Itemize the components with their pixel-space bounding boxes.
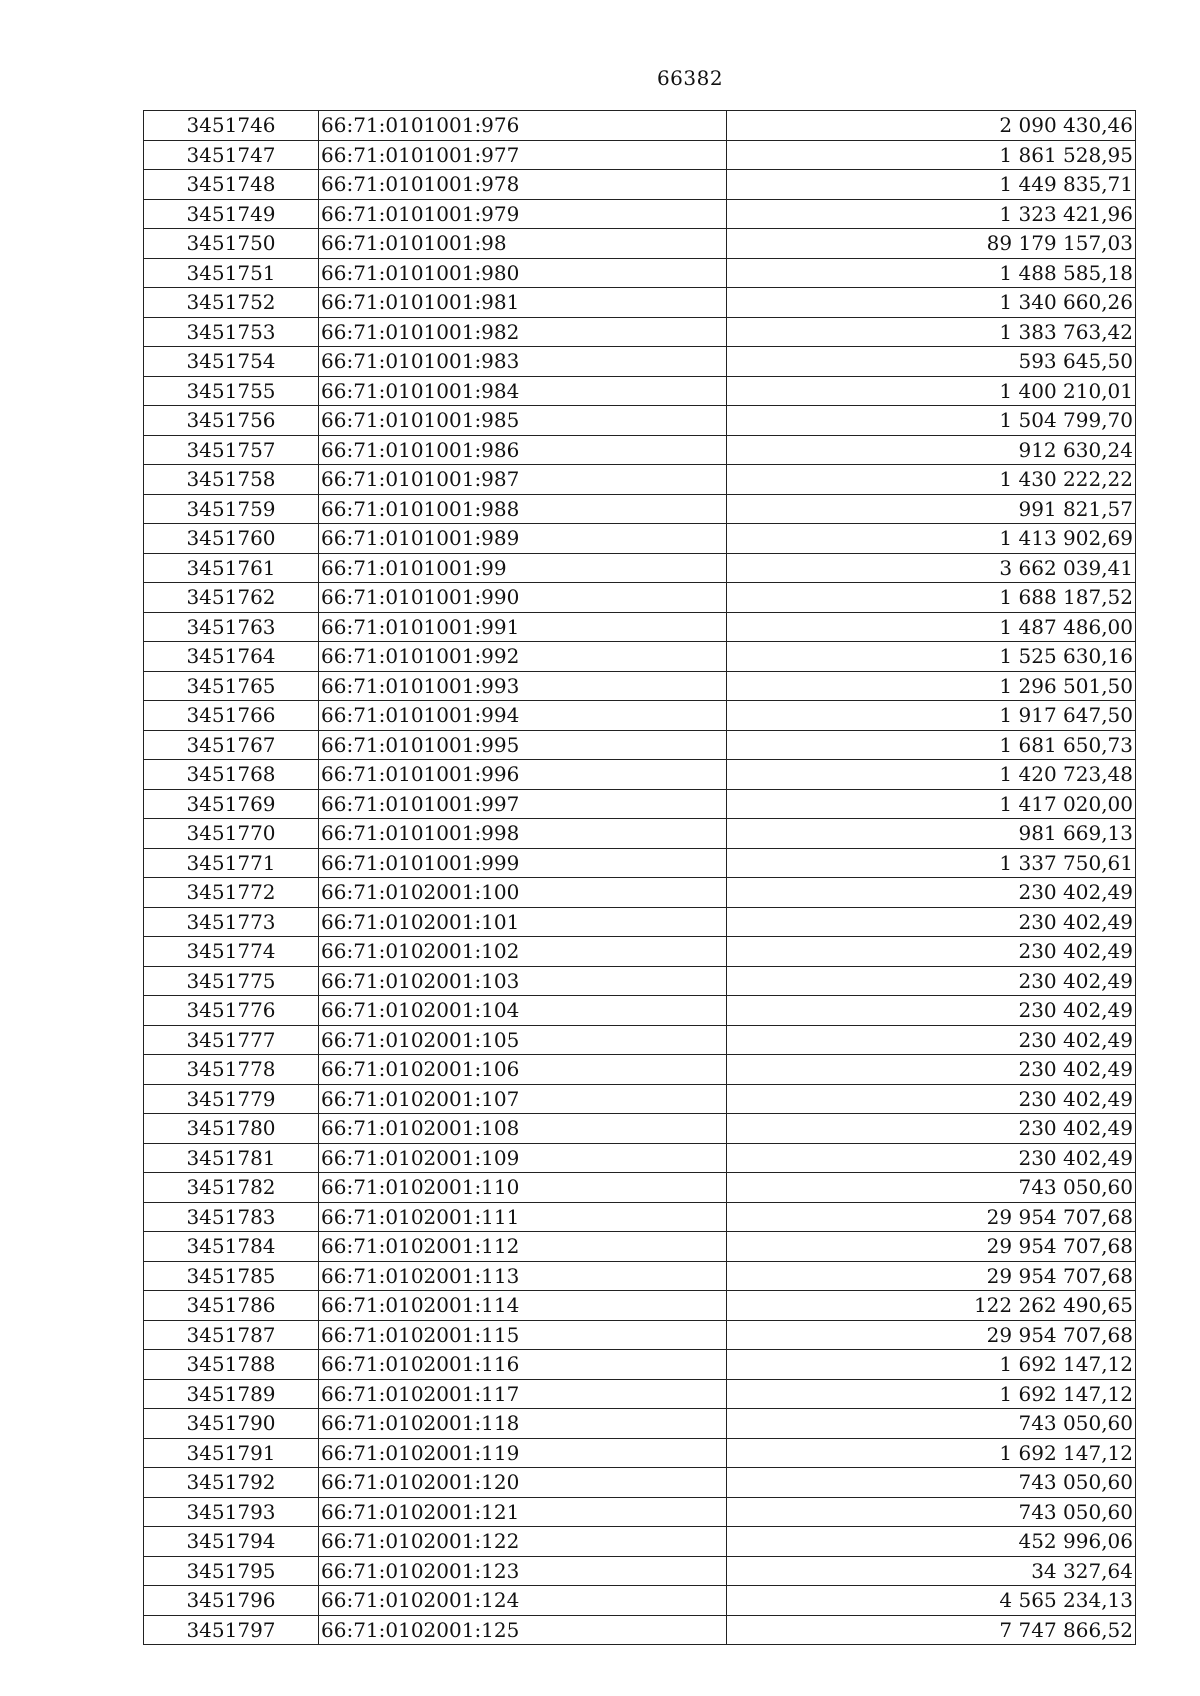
table-row — [144, 1409, 1136, 1439]
table-row — [144, 317, 1136, 347]
row-number-cell: 3451757 — [144, 435, 319, 465]
cadastral-value-cell: 452 996,06 — [727, 1527, 1136, 1557]
row-number-cell: 3451766 — [144, 701, 319, 731]
cadastral-value-cell: 29 954 707,68 — [727, 1202, 1136, 1232]
cadastral-value-cell: 1 296 501,50 — [727, 671, 1136, 701]
cadastral-number-cell: 66:71:0102001:106 — [319, 1055, 727, 1085]
cadastral-number-cell: 66:71:0102001:116 — [319, 1350, 727, 1380]
row-number-cell: 3451790 — [144, 1409, 319, 1439]
cadastral-number-cell: 66:71:0102001:108 — [319, 1114, 727, 1144]
cadastral-value-cell: 991 821,57 — [727, 494, 1136, 524]
cadastral-value-cell: 1 430 222,22 — [727, 465, 1136, 495]
table-row — [144, 524, 1136, 554]
row-number-cell: 3451769 — [144, 789, 319, 819]
cadastral-number-cell: 66:71:0102001:101 — [319, 907, 727, 937]
table-row — [144, 1261, 1136, 1291]
table-row — [144, 760, 1136, 790]
cadastral-value-cell: 230 402,49 — [727, 1055, 1136, 1085]
table-row — [144, 376, 1136, 406]
cadastral-value-cell: 7 747 866,52 — [727, 1615, 1136, 1645]
cadastral-number-cell: 66:71:0102001:114 — [319, 1291, 727, 1321]
row-number-cell: 3451775 — [144, 966, 319, 996]
cadastral-value-cell: 1 449 835,71 — [727, 170, 1136, 200]
table-row — [144, 553, 1136, 583]
row-number-cell: 3451763 — [144, 612, 319, 642]
cadastral-number-cell: 66:71:0102001:124 — [319, 1586, 727, 1616]
row-number-cell: 3451752 — [144, 288, 319, 318]
cadastral-value-cell: 743 050,60 — [727, 1173, 1136, 1203]
cadastral-value-cell: 743 050,60 — [727, 1409, 1136, 1439]
cadastral-number-cell: 66:71:0102001:125 — [319, 1615, 727, 1645]
row-number-cell: 3451768 — [144, 760, 319, 790]
table-row — [144, 288, 1136, 318]
table-row — [144, 937, 1136, 967]
cadastral-value-cell: 1 323 421,96 — [727, 199, 1136, 229]
table-body — [144, 111, 1136, 1645]
table-row — [144, 966, 1136, 996]
cadastral-number-cell: 66:71:0102001:117 — [319, 1379, 727, 1409]
cadastral-value-cell: 230 402,49 — [727, 996, 1136, 1026]
cadastral-value-cell: 1 688 187,52 — [727, 583, 1136, 613]
cadastral-value-cell: 4 565 234,13 — [727, 1586, 1136, 1616]
table-row — [144, 1556, 1136, 1586]
row-number-cell: 3451789 — [144, 1379, 319, 1409]
table-row — [144, 730, 1136, 760]
cadastral-number-cell: 66:71:0102001:103 — [319, 966, 727, 996]
cadastral-value-cell: 230 402,49 — [727, 907, 1136, 937]
cadastral-value-cell: 1 417 020,00 — [727, 789, 1136, 819]
cadastral-number-cell: 66:71:0101001:982 — [319, 317, 727, 347]
cadastral-value-cell: 1 504 799,70 — [727, 406, 1136, 436]
table-row — [144, 1438, 1136, 1468]
row-number-cell: 3451750 — [144, 229, 319, 259]
table-row — [144, 494, 1136, 524]
cadastral-number-cell: 66:71:0102001:119 — [319, 1438, 727, 1468]
table-row — [144, 1232, 1136, 1262]
cadastral-value-cell: 1 340 660,26 — [727, 288, 1136, 318]
cadastral-number-cell: 66:71:0101001:978 — [319, 170, 727, 200]
table-row — [144, 1025, 1136, 1055]
cadastral-number-cell: 66:71:0101001:991 — [319, 612, 727, 642]
cadastral-value-cell: 1 692 147,12 — [727, 1438, 1136, 1468]
cadastral-number-cell: 66:71:0101001:999 — [319, 848, 727, 878]
row-number-cell: 3451771 — [144, 848, 319, 878]
table-row — [144, 111, 1136, 141]
table-row — [144, 819, 1136, 849]
table-row — [144, 258, 1136, 288]
cadastral-value-cell: 29 954 707,68 — [727, 1320, 1136, 1350]
row-number-cell: 3451756 — [144, 406, 319, 436]
cadastral-number-cell: 66:71:0102001:113 — [319, 1261, 727, 1291]
cadastral-value-cell: 1 337 750,61 — [727, 848, 1136, 878]
row-number-cell: 3451748 — [144, 170, 319, 200]
row-number-cell: 3451778 — [144, 1055, 319, 1085]
cadastral-value-cell: 743 050,60 — [727, 1468, 1136, 1498]
row-number-cell: 3451782 — [144, 1173, 319, 1203]
table-row — [144, 1291, 1136, 1321]
row-number-cell: 3451760 — [144, 524, 319, 554]
cadastral-number-cell: 66:71:0102001:111 — [319, 1202, 727, 1232]
table-row — [144, 140, 1136, 170]
row-number-cell: 3451784 — [144, 1232, 319, 1262]
row-number-cell: 3451751 — [144, 258, 319, 288]
row-number-cell: 3451793 — [144, 1497, 319, 1527]
cadastral-value-cell: 29 954 707,68 — [727, 1261, 1136, 1291]
table-row — [144, 1143, 1136, 1173]
table-row — [144, 1202, 1136, 1232]
row-number-cell: 3451774 — [144, 937, 319, 967]
cadastral-value-cell: 230 402,49 — [727, 1143, 1136, 1173]
row-number-cell: 3451787 — [144, 1320, 319, 1350]
cadastral-value-cell: 34 327,64 — [727, 1556, 1136, 1586]
table-row — [144, 465, 1136, 495]
cadastral-number-cell: 66:71:0102001:100 — [319, 878, 727, 908]
cadastral-number-cell: 66:71:0101001:986 — [319, 435, 727, 465]
cadastral-value-cell: 981 669,13 — [727, 819, 1136, 849]
row-number-cell: 3451765 — [144, 671, 319, 701]
cadastral-number-cell: 66:71:0102001:107 — [319, 1084, 727, 1114]
row-number-cell: 3451776 — [144, 996, 319, 1026]
table-row — [144, 1497, 1136, 1527]
cadastral-number-cell: 66:71:0101001:987 — [319, 465, 727, 495]
row-number-cell: 3451781 — [144, 1143, 319, 1173]
table-row — [144, 701, 1136, 731]
table-row — [144, 1586, 1136, 1616]
table-row — [144, 907, 1136, 937]
cadastral-number-cell: 66:71:0101001:979 — [319, 199, 727, 229]
table-row — [144, 1527, 1136, 1557]
cadastral-value-cell: 1 413 902,69 — [727, 524, 1136, 554]
cadastral-number-cell: 66:71:0101001:990 — [319, 583, 727, 613]
row-number-cell: 3451764 — [144, 642, 319, 672]
row-number-cell: 3451773 — [144, 907, 319, 937]
row-number-cell: 3451770 — [144, 819, 319, 849]
row-number-cell: 3451767 — [144, 730, 319, 760]
table-row — [144, 1320, 1136, 1350]
row-number-cell: 3451747 — [144, 140, 319, 170]
table-row — [144, 1468, 1136, 1498]
cadastral-number-cell: 66:71:0102001:122 — [319, 1527, 727, 1557]
table-row — [144, 1615, 1136, 1645]
cadastral-value-cell: 1 861 528,95 — [727, 140, 1136, 170]
cadastral-number-cell: 66:71:0102001:112 — [319, 1232, 727, 1262]
row-number-cell: 3451783 — [144, 1202, 319, 1232]
cadastral-number-cell: 66:71:0102001:105 — [319, 1025, 727, 1055]
row-number-cell: 3451746 — [144, 111, 319, 141]
row-number-cell: 3451749 — [144, 199, 319, 229]
cadastral-number-cell: 66:71:0101001:998 — [319, 819, 727, 849]
table-row — [144, 642, 1136, 672]
row-number-cell: 3451796 — [144, 1586, 319, 1616]
cadastral-value-cell: 1 400 210,01 — [727, 376, 1136, 406]
cadastral-value-cell: 1 383 763,42 — [727, 317, 1136, 347]
cadastral-value-cell: 230 402,49 — [727, 1084, 1136, 1114]
cadastral-value-table — [143, 110, 1136, 1645]
row-number-cell: 3451795 — [144, 1556, 319, 1586]
cadastral-value-cell: 122 262 490,65 — [727, 1291, 1136, 1321]
row-number-cell: 3451772 — [144, 878, 319, 908]
cadastral-value-cell: 1 917 647,50 — [727, 701, 1136, 731]
cadastral-number-cell: 66:71:0101001:988 — [319, 494, 727, 524]
cadastral-number-cell: 66:71:0102001:104 — [319, 996, 727, 1026]
cadastral-value-cell: 593 645,50 — [727, 347, 1136, 377]
cadastral-value-cell: 3 662 039,41 — [727, 553, 1136, 583]
table-row — [144, 170, 1136, 200]
cadastral-number-cell: 66:71:0101001:980 — [319, 258, 727, 288]
cadastral-number-cell: 66:71:0101001:981 — [319, 288, 727, 318]
cadastral-number-cell: 66:71:0101001:976 — [319, 111, 727, 141]
table-row — [144, 789, 1136, 819]
table-row — [144, 229, 1136, 259]
table-row — [144, 1350, 1136, 1380]
cadastral-value-cell: 29 954 707,68 — [727, 1232, 1136, 1262]
row-number-cell: 3451762 — [144, 583, 319, 613]
cadastral-value-cell: 1 487 486,00 — [727, 612, 1136, 642]
cadastral-number-cell: 66:71:0101001:996 — [319, 760, 727, 790]
row-number-cell: 3451786 — [144, 1291, 319, 1321]
table-row — [144, 1173, 1136, 1203]
row-number-cell: 3451785 — [144, 1261, 319, 1291]
cadastral-value-cell: 1 420 723,48 — [727, 760, 1136, 790]
cadastral-value-cell: 230 402,49 — [727, 937, 1136, 967]
cadastral-number-cell: 66:71:0101001:997 — [319, 789, 727, 819]
cadastral-number-cell: 66:71:0101001:994 — [319, 701, 727, 731]
table-row — [144, 406, 1136, 436]
cadastral-number-cell: 66:71:0101001:993 — [319, 671, 727, 701]
cadastral-value-cell: 1 488 585,18 — [727, 258, 1136, 288]
table-row — [144, 1055, 1136, 1085]
row-number-cell: 3451777 — [144, 1025, 319, 1055]
cadastral-value-cell: 230 402,49 — [727, 1025, 1136, 1055]
cadastral-number-cell: 66:71:0101001:984 — [319, 376, 727, 406]
cadastral-value-cell: 230 402,49 — [727, 966, 1136, 996]
cadastral-value-cell: 1 692 147,12 — [727, 1350, 1136, 1380]
cadastral-number-cell: 66:71:0101001:98 — [319, 229, 727, 259]
table-row — [144, 435, 1136, 465]
cadastral-number-cell: 66:71:0101001:977 — [319, 140, 727, 170]
row-number-cell: 3451755 — [144, 376, 319, 406]
cadastral-number-cell: 66:71:0102001:118 — [319, 1409, 727, 1439]
table-row — [144, 1084, 1136, 1114]
cadastral-value-cell: 1 681 650,73 — [727, 730, 1136, 760]
table-row — [144, 878, 1136, 908]
row-number-cell: 3451754 — [144, 347, 319, 377]
table-row — [144, 347, 1136, 377]
cadastral-value-cell: 2 090 430,46 — [727, 111, 1136, 141]
cadastral-value-cell: 89 179 157,03 — [727, 229, 1136, 259]
row-number-cell: 3451794 — [144, 1527, 319, 1557]
row-number-cell: 3451791 — [144, 1438, 319, 1468]
page-number-text: 66382 — [656, 66, 724, 90]
row-number-cell: 3451761 — [144, 553, 319, 583]
table-row — [144, 1379, 1136, 1409]
cadastral-value-cell: 1 692 147,12 — [727, 1379, 1136, 1409]
cadastral-number-cell: 66:71:0101001:992 — [319, 642, 727, 672]
cadastral-number-cell: 66:71:0102001:102 — [319, 937, 727, 967]
cadastral-value-cell: 912 630,24 — [727, 435, 1136, 465]
cadastral-number-cell: 66:71:0102001:115 — [319, 1320, 727, 1350]
table-row — [144, 996, 1136, 1026]
table-row — [144, 671, 1136, 701]
cadastral-value-cell: 230 402,49 — [727, 878, 1136, 908]
row-number-cell: 3451788 — [144, 1350, 319, 1380]
cadastral-number-cell: 66:71:0102001:110 — [319, 1173, 727, 1203]
cadastral-number-cell: 66:71:0101001:995 — [319, 730, 727, 760]
cadastral-number-cell: 66:71:0101001:989 — [319, 524, 727, 554]
cadastral-number-cell: 66:71:0102001:120 — [319, 1468, 727, 1498]
cadastral-value-cell: 230 402,49 — [727, 1114, 1136, 1144]
cadastral-number-cell: 66:71:0101001:99 — [319, 553, 727, 583]
row-number-cell: 3451759 — [144, 494, 319, 524]
cadastral-number-cell: 66:71:0102001:123 — [319, 1556, 727, 1586]
cadastral-number-cell: 66:71:0102001:121 — [319, 1497, 727, 1527]
table-row — [144, 199, 1136, 229]
table-row — [144, 612, 1136, 642]
row-number-cell: 3451753 — [144, 317, 319, 347]
row-number-cell: 3451758 — [144, 465, 319, 495]
cadastral-number-cell: 66:71:0101001:983 — [319, 347, 727, 377]
cadastral-value-cell: 1 525 630,16 — [727, 642, 1136, 672]
cadastral-number-cell: 66:71:0102001:109 — [319, 1143, 727, 1173]
table-row — [144, 1114, 1136, 1144]
table-row — [144, 583, 1136, 613]
row-number-cell: 3451779 — [144, 1084, 319, 1114]
table-row — [144, 848, 1136, 878]
row-number-cell: 3451797 — [144, 1615, 319, 1645]
row-number-cell: 3451792 — [144, 1468, 319, 1498]
row-number-cell: 3451780 — [144, 1114, 319, 1144]
cadastral-value-cell: 743 050,60 — [727, 1497, 1136, 1527]
cadastral-number-cell: 66:71:0101001:985 — [319, 406, 727, 436]
